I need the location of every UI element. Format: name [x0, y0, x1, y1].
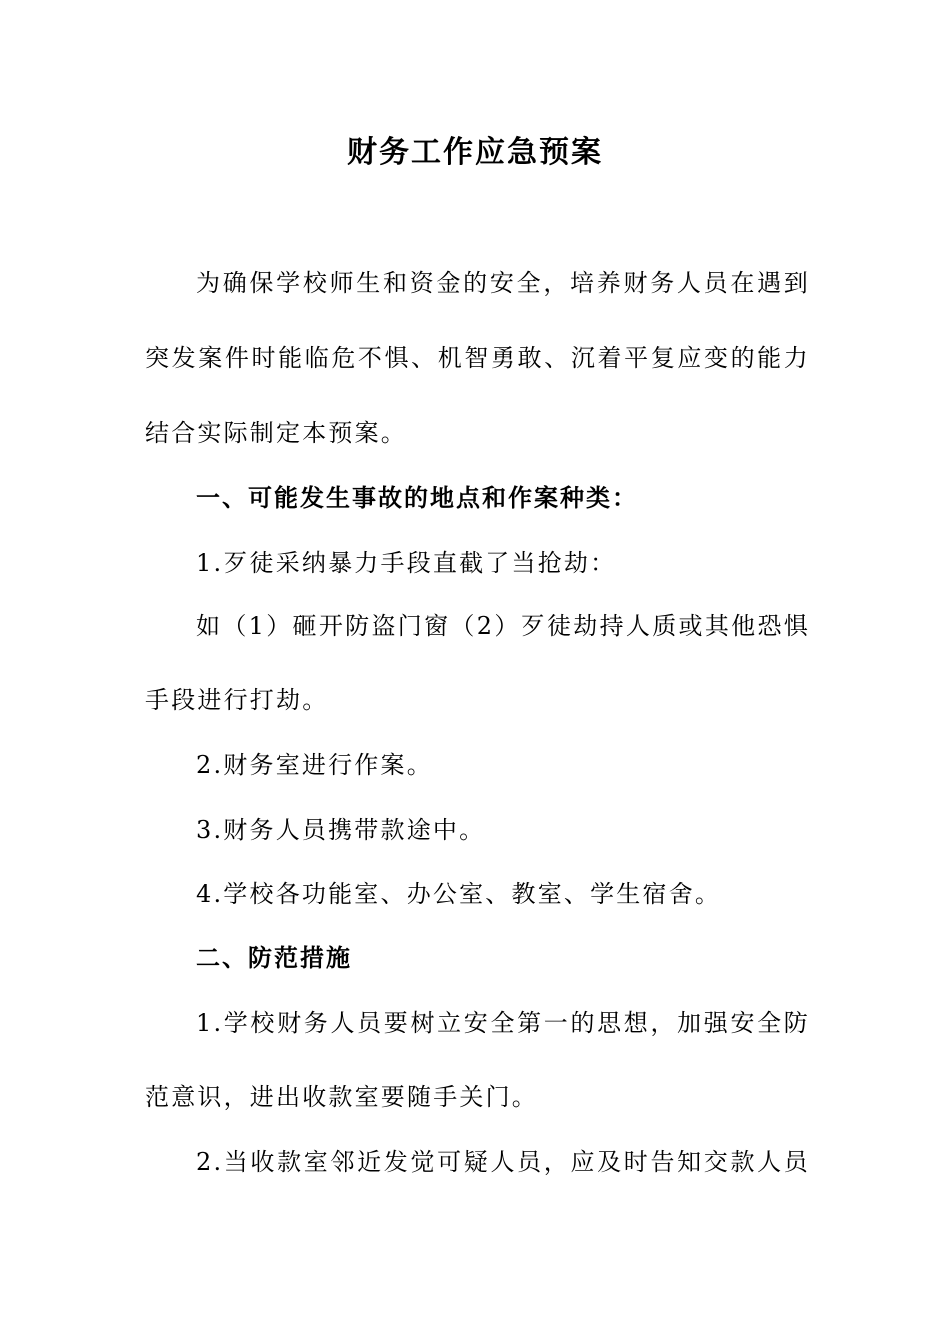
paragraph-intro-line-2: 突发案件时能临危不惧、机智勇敢、沉着平复应变的能力 — [145, 344, 810, 372]
list-item-1-3: 3.财务人员携带款途中。 — [196, 816, 486, 844]
list-item-1-1: 1.歹徒采纳暴力手段直截了当抢劫： — [196, 549, 617, 577]
list-item-2-2-line-1: 2.当收款室邻近发觉可疑人员，应及时告知交款人员 — [196, 1148, 810, 1176]
paragraph-intro-line-3: 结合实际制定本预案。 — [145, 419, 407, 447]
list-item-1-example-line-2: 手段进行打劫。 — [145, 686, 329, 714]
section-heading-2: 二、防范措施 — [196, 944, 352, 972]
list-item-1-example-line-1: 如（1）砸开防盗门窗（2）歹徒劫持人质或其他恐惧 — [196, 612, 810, 640]
paragraph-intro-line-1: 为确保学校师生和资金的安全，培养财务人员在遇到 — [196, 269, 810, 297]
list-item-2-1-line-1: 1.学校财务人员要树立安全第一的思想，加强安全防 — [196, 1009, 810, 1037]
list-item-1-2: 2.财务室进行作案。 — [196, 751, 433, 779]
list-item-1-4: 4.学校各功能室、办公室、教室、学生宿舍。 — [196, 880, 722, 908]
list-item-2-1-line-2: 范意识，进出收款室要随手关门。 — [145, 1083, 538, 1111]
document-title: 财务工作应急预案 — [347, 135, 603, 170]
section-heading-1: 一、可能发生事故的地点和作案种类： — [196, 484, 638, 512]
